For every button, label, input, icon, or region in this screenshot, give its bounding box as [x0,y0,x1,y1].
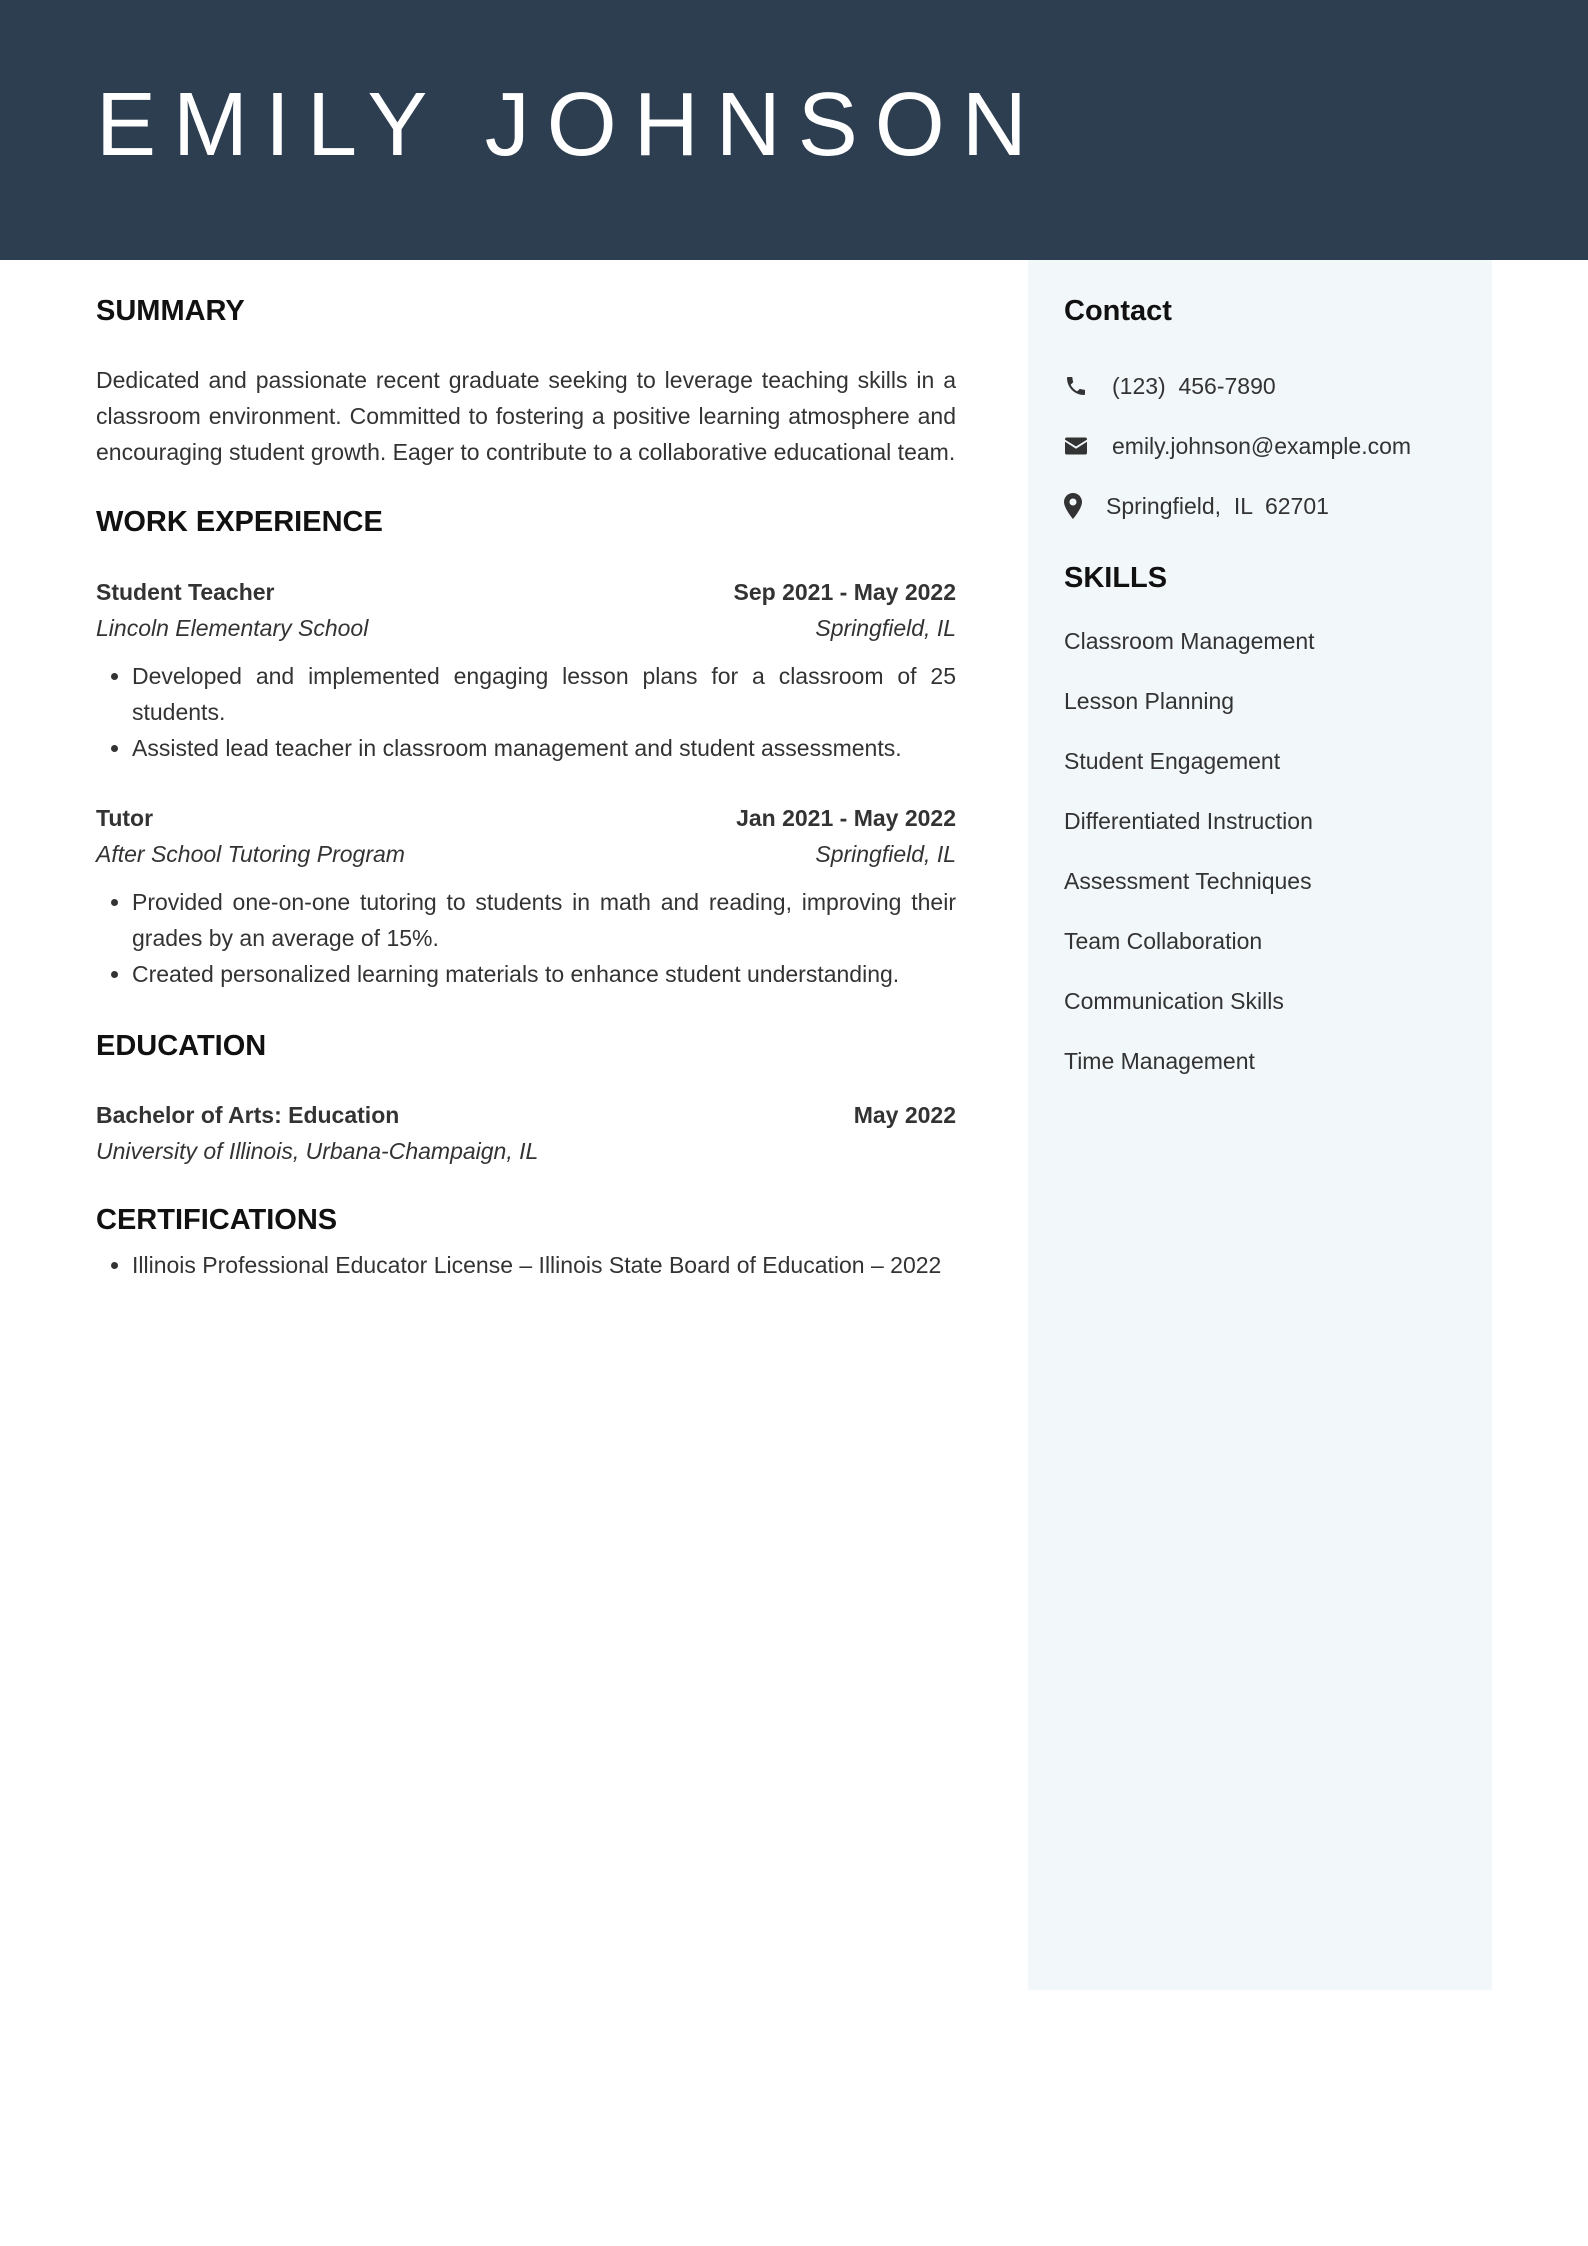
summary-text: Dedicated and passionate recent graduate seeking to leverage teaching skills in a classroom environment. Committed to fostering a positive learning atmosphere and encouraging student growth. Eager to contribute to a collaborative educational team. [96,367,956,465]
skill-item: Differentiated Instruction [1064,808,1313,834]
main-column [96,260,956,1283]
summary-section [96,260,956,470]
location-text: Springfield, IL 62701 [1106,492,1329,519]
job-bullet: • Assisted lead teacher in classroom management and student assessments. [132,730,956,766]
sidebar [1028,260,1492,1990]
job-entry [96,574,956,766]
skill-item: Communication Skills [1064,988,1284,1014]
job-title: Student Teacher [96,579,275,605]
education-section [96,1032,956,1169]
work-experience-section [96,508,956,992]
graduation-date: May 2022 [853,1102,956,1128]
degree: Bachelor of Arts: Education [96,1102,400,1128]
contact-heading: Contact [1064,295,1172,327]
education-header-row [96,1097,956,1133]
skills-list [1064,623,1464,1103]
job-dates: Jan 2021 - May 2022 [736,805,956,831]
certifications-heading: CERTIFICATIONS [96,1204,338,1236]
skill-item: Student Engagement [1064,748,1281,774]
school-name: University of Illinois, Urbana-Champaign, IL [96,1138,539,1164]
job-header-row [96,800,956,836]
certification-item: • Illinois Professional Educator License – Illinois State Board of Education – 2022 [132,1247,956,1283]
job-bullets [96,658,956,766]
job-location: Springfield, IL [815,841,956,867]
sidebar-content [1064,260,1464,1103]
job-org-row [96,836,956,872]
education-school-row [96,1133,956,1169]
skill-item: Lesson Planning [1064,688,1235,714]
contact-email [1064,432,1464,460]
job-bullet: • Developed and implemented engaging lesson plans for a classroom of 25 students. [132,658,956,730]
summary-heading: SUMMARY [96,295,245,327]
skill-item: Assessment Techniques [1064,868,1312,894]
contact-location [1064,492,1464,520]
skill-item: Team Collaboration [1064,928,1263,954]
education-heading: EDUCATION [96,1030,267,1062]
contact-list [1064,372,1464,520]
map-marker-icon [1064,492,1106,520]
job-org-row [96,610,956,646]
skill-item: Classroom Management [1064,628,1315,654]
phone-icon [1064,372,1112,400]
job-organization: After School Tutoring Program [96,841,405,867]
skill-item: Time Management [1064,1048,1255,1074]
job-title: Tutor [96,805,154,831]
header-banner [0,0,1588,260]
work-experience-heading: WORK EXPERIENCE [96,506,383,538]
education-entry [96,1097,956,1169]
job-header-row [96,574,956,610]
job-bullets [96,884,956,992]
envelope-icon [1064,432,1112,460]
job-location: Springfield, IL [815,615,956,641]
job-bullet: • Created personalized learning materials to enhance student understanding. [132,956,956,992]
skills-heading: SKILLS [1064,562,1168,594]
contact-phone [1064,372,1464,400]
certifications-list [96,1247,956,1283]
job-entry [96,800,956,992]
job-organization: Lincoln Elementary School [96,615,369,641]
certifications-section [96,1206,956,1283]
email-address: emily.johnson@example.com [1112,432,1412,459]
phone-number: (123) 456-7890 [1112,372,1276,399]
job-dates: Sep 2021 - May 2022 [733,579,956,605]
candidate-name: EMILY JOHNSON [96,75,1044,175]
job-bullet: • Provided one-on-one tutoring to students in math and reading, improving their grades by an average of 15%. [132,884,956,956]
